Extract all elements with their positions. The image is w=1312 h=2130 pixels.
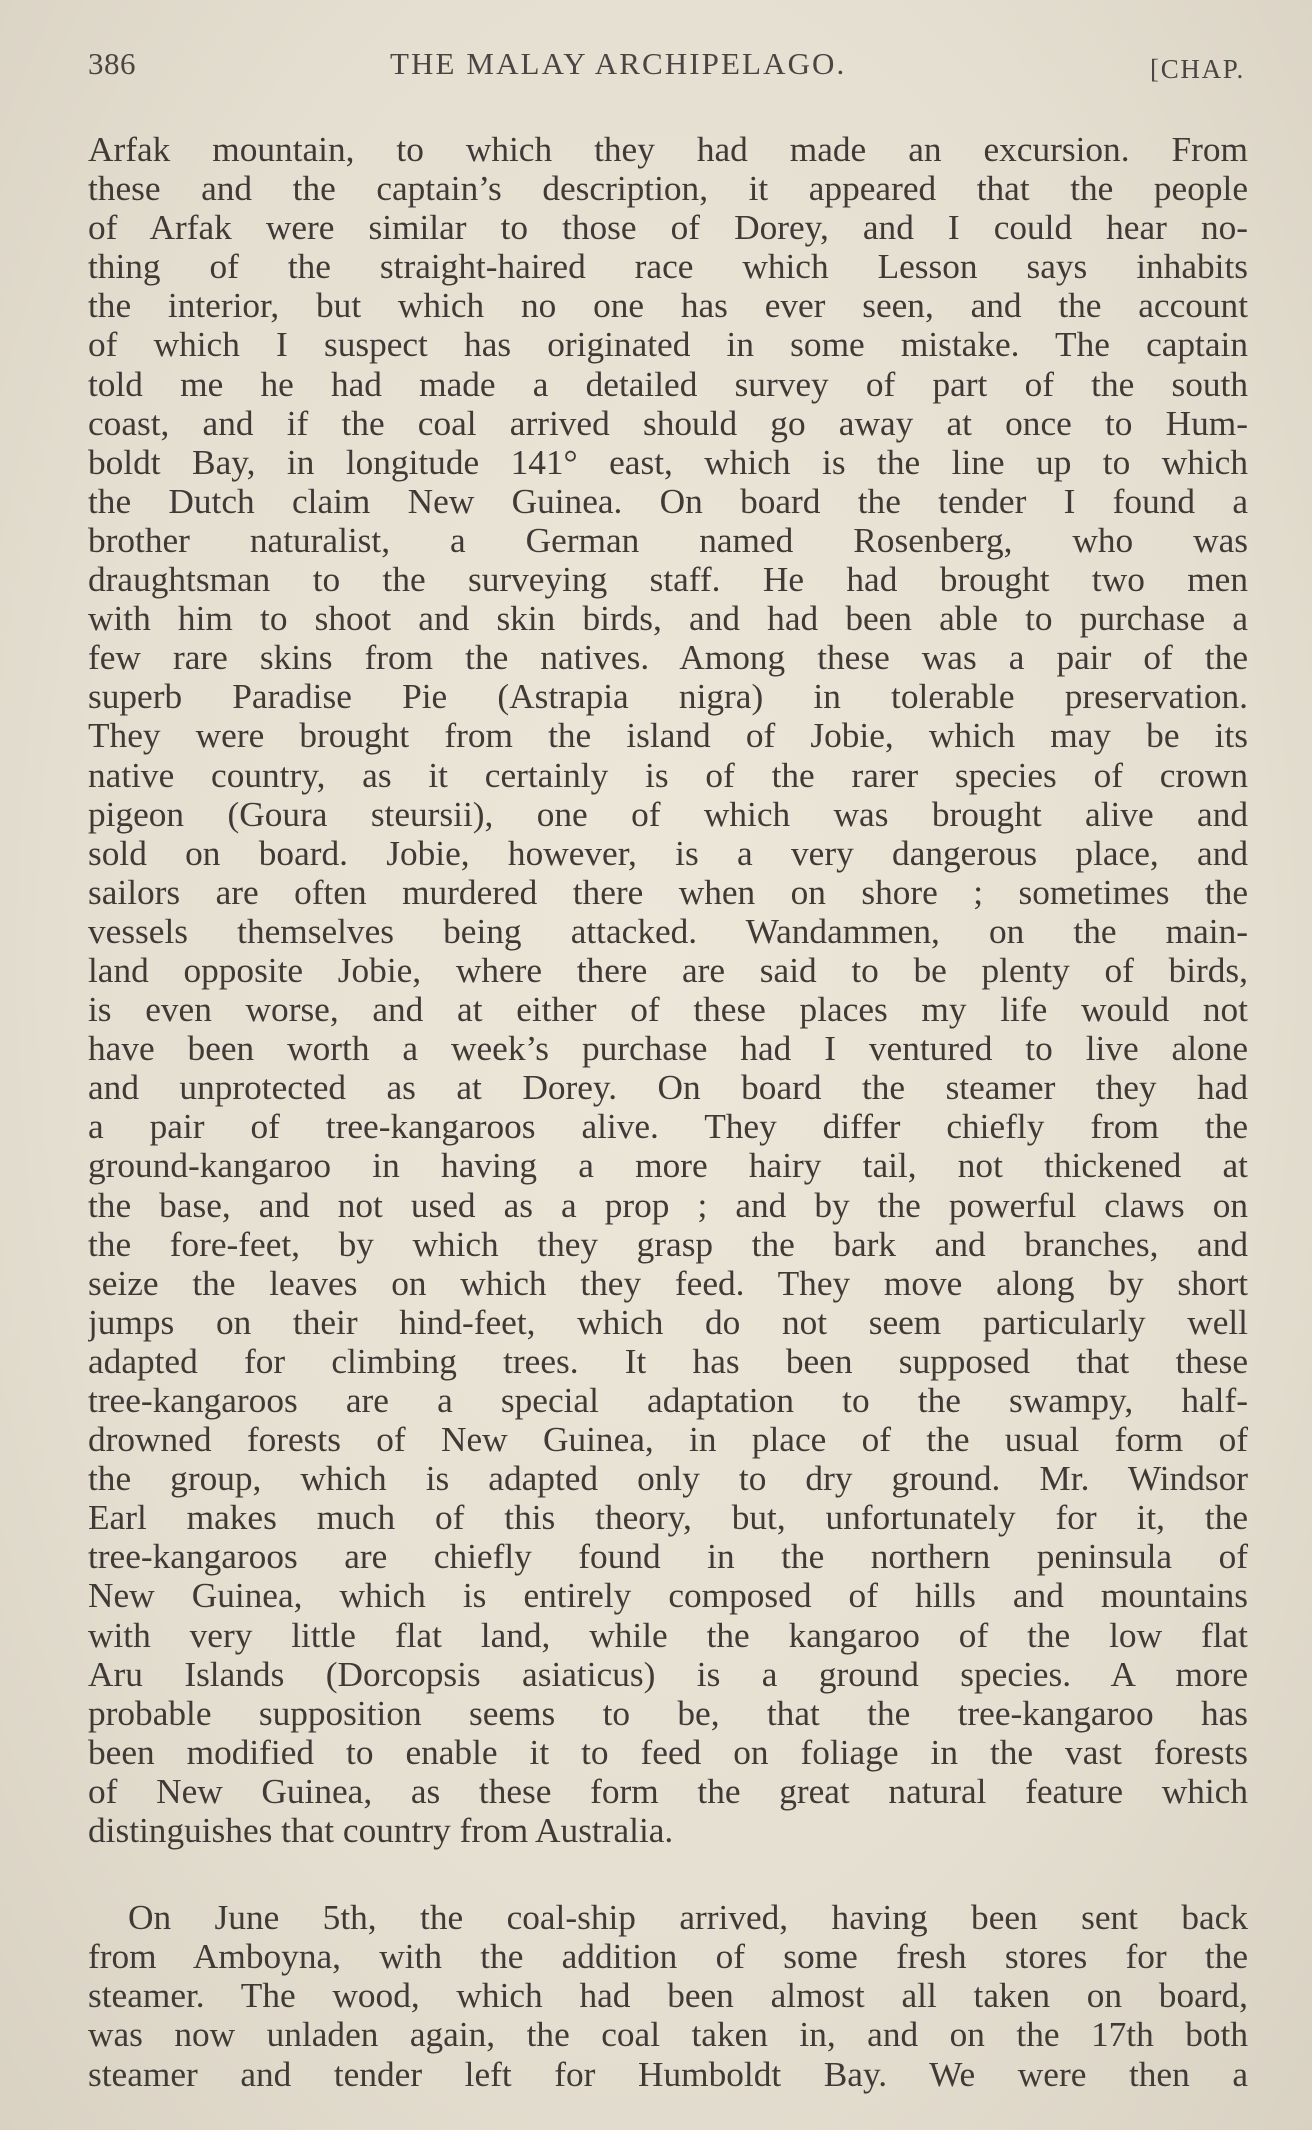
text-line: the fore-feet, by which they grasp the bark and branches, and bbox=[88, 1224, 1248, 1264]
text-line: is even worse, and at either of these places my life would not bbox=[88, 990, 1248, 1030]
text-line: few rare skins from the natives. Among these was a pair of the bbox=[88, 638, 1248, 678]
text-line: these and the captain’s description, it appeared that the people bbox=[88, 169, 1248, 209]
text-line: been modified to enable it to feed on foliage in the vast forests bbox=[88, 1732, 1248, 1772]
text-line: have been worth a week’s purchase had I ventured to live alone bbox=[88, 1029, 1248, 1069]
text-line: tree-kangaroos are a special adaptation to the swampy, half- bbox=[88, 1381, 1248, 1420]
body-text bbox=[88, 130, 1248, 2094]
text-line: pigeon (Goura steursii), one of which was brought alive and bbox=[88, 794, 1248, 834]
text-line: On June 5th, the coal-ship arrived, having been sent back bbox=[128, 1898, 1248, 1938]
text-line: draughtsman to the surveying staff. He had brought two men bbox=[88, 560, 1248, 600]
text-line: the group, which is adapted only to dry ground. Mr. Windsor bbox=[88, 1459, 1248, 1499]
text-line: boldt Bay, in longitude 141° east, which is the line up to which bbox=[88, 442, 1248, 482]
text-line: and unprotected as at Dorey. On board the steamer they had bbox=[88, 1068, 1248, 1108]
text-line: the interior, but which no one has ever seen, and the account bbox=[88, 286, 1248, 326]
text-line: Arfak mountain, to which they had made an excursion. From bbox=[88, 130, 1248, 169]
text-line: of which I suspect has originated in some mistake. The captain bbox=[88, 325, 1248, 365]
text-line: tree-kangaroos are chiefly found in the northern peninsula of bbox=[88, 1537, 1248, 1577]
text-line: drowned forests of New Guinea, in place of the usual form of bbox=[88, 1420, 1248, 1460]
text-line: Aru Islands (Dorcopsis asiaticus) is a ground species. A more bbox=[88, 1654, 1248, 1694]
text-line: brother naturalist, a German named Rosenberg, who was bbox=[88, 520, 1248, 560]
paragraph-1 bbox=[88, 130, 1248, 1850]
text-line: jumps on their hind-feet, which do not seem particularly well bbox=[88, 1302, 1248, 1342]
text-line: sold on board. Jobie, however, is a very dangerous place, and bbox=[88, 833, 1248, 873]
text-line: Earl makes much of this theory, but, unfortunately for it, the bbox=[88, 1498, 1248, 1538]
text-line: was now unladen again, the coal taken in, and on the 17th both bbox=[88, 2015, 1248, 2055]
text-line: land opposite Jobie, where there are said to be plenty of birds, bbox=[88, 950, 1248, 990]
page-number: 386 bbox=[88, 46, 136, 81]
text-line: steamer and tender left for Humboldt Bay. We were then a bbox=[88, 2054, 1248, 2094]
paragraph-gap bbox=[88, 1850, 1248, 1898]
text-line: seize the leaves on which they feed. They move along by short bbox=[88, 1263, 1248, 1303]
text-line: with him to shoot and skin birds, and had been able to purchase a bbox=[88, 599, 1248, 639]
text-line: thing of the straight-haired race which Lesson says inhabits bbox=[88, 247, 1248, 287]
text-line: New Guinea, which is entirely composed of hills and mountains bbox=[88, 1576, 1248, 1616]
text-line: They were brought from the island of Jobie, which may be its bbox=[88, 716, 1248, 756]
running-header bbox=[88, 42, 1248, 90]
text-line: the base, and not used as a prop ; and by the powerful claws on bbox=[88, 1185, 1248, 1225]
text-line: of Arfak were similar to those of Dorey, and I could hear no- bbox=[88, 208, 1248, 248]
text-line: ground-kangaroo in having a more hairy tail, not thickened at bbox=[88, 1146, 1248, 1186]
text-line: native country, as it certainly is of the rarer species of crown bbox=[88, 755, 1248, 795]
running-title: THE MALAY ARCHIPELAGO. bbox=[390, 46, 847, 81]
text-line: coast, and if the coal arrived should go away at once to Hum- bbox=[88, 403, 1248, 443]
text-line: superb Paradise Pie (Astrapia nigra) in tolerable preservation. bbox=[88, 677, 1248, 717]
text-line: the Dutch claim New Guinea. On board the tender I found a bbox=[88, 481, 1248, 521]
text-line: adapted for climbing trees. It has been supposed that these bbox=[88, 1341, 1248, 1381]
text-line: steamer. The wood, which had been almost all taken on board, bbox=[88, 1976, 1248, 2016]
text-line: told me he had made a detailed survey of part of the south bbox=[88, 364, 1248, 404]
text-line: probable supposition seems to be, that the tree-kangaroo has bbox=[88, 1693, 1248, 1733]
text-line: a pair of tree-kangaroos alive. They differ chiefly from the bbox=[88, 1107, 1248, 1147]
text-line: sailors are often murdered there when on shore ; sometimes the bbox=[88, 872, 1248, 912]
paragraph-2 bbox=[88, 1898, 1248, 2093]
text-line: of New Guinea, as these form the great natural feature which bbox=[88, 1771, 1248, 1811]
text-line: from Amboyna, with the addition of some fresh stores for the bbox=[88, 1937, 1248, 1977]
text-line: with very little flat land, while the kangaroo of the low flat bbox=[88, 1615, 1248, 1655]
text-line: vessels themselves being attacked. Wandammen, on the main- bbox=[88, 911, 1248, 951]
text-line: distinguishes that country from Australia. bbox=[88, 1811, 674, 1851]
chapter-reference: [CHAP. bbox=[1150, 54, 1245, 84]
